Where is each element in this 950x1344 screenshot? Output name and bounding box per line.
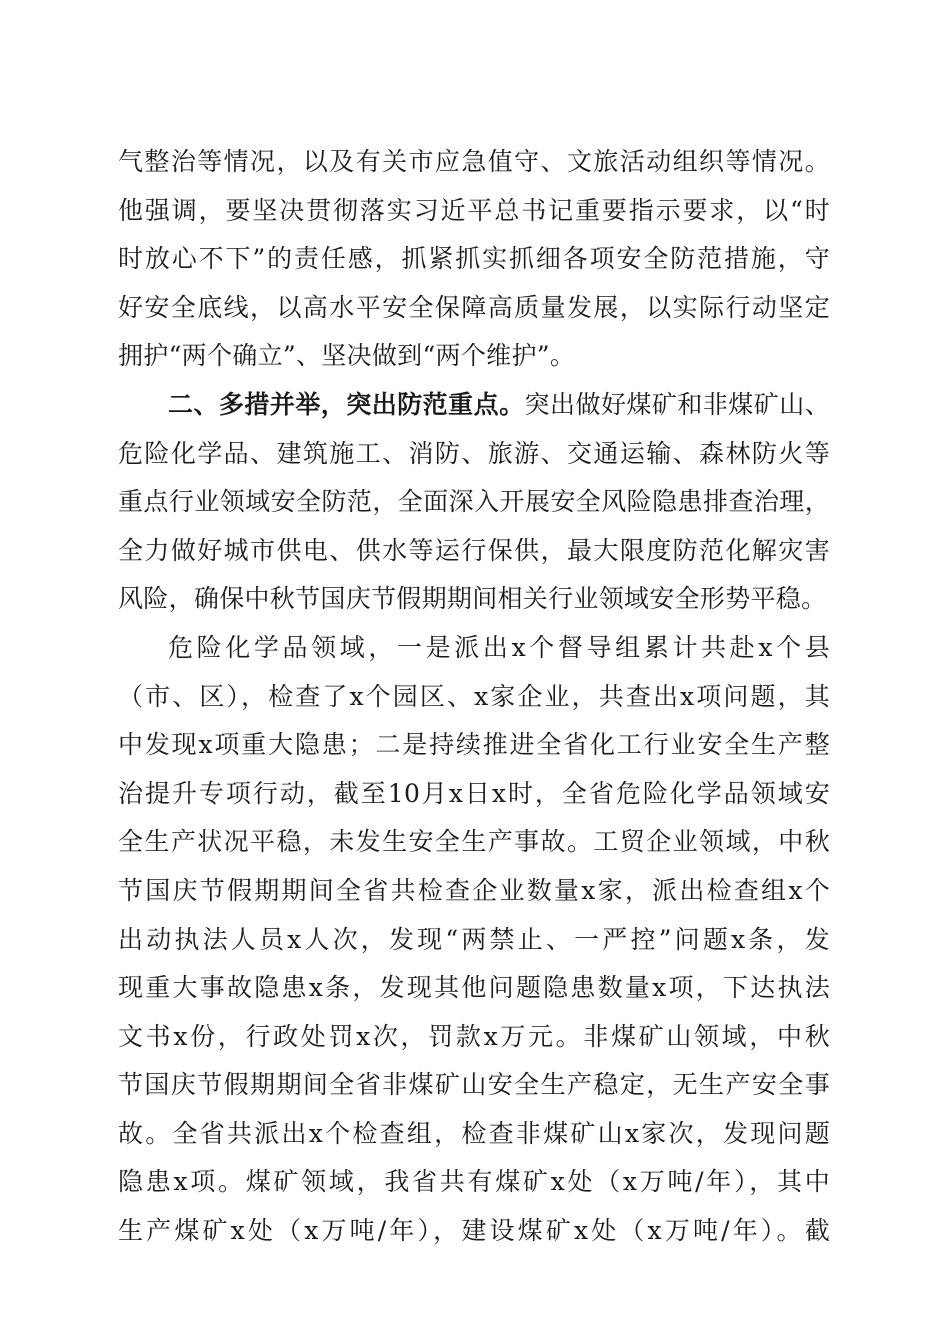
text-line: 好安全底线，以高水平安全保障高质量发展，以实际行动坚定 (118, 292, 830, 322)
text-line: 风险，确保中秋节国庆节假期期间相关行业领域安全形势平稳。 (118, 584, 827, 614)
text-line: 他强调，要坚决贯彻落实习近平总书记重要指示要求，以“时 (118, 195, 830, 225)
text-line: 治提升专项行动，截至10月x日x时，全省危险化学品领域安 (118, 778, 830, 808)
text-line: 文书x份，行政处罚x次，罚款x万元。非煤矿山领域，中秋 (118, 1021, 830, 1051)
text-line: 中发现x项重大隐患；二是持续推进全省化工行业安全生产整 (118, 730, 830, 760)
section-heading: 二、多措并举，突出防范重点。 (168, 389, 525, 419)
text-line: 拥护“两个确立”、坚决做到“两个维护”。 (118, 341, 576, 371)
paragraph-section-two (118, 381, 830, 624)
text-line: 时放心不下”的责任感，抓紧抓实抓细各项安全防范措施，守 (118, 244, 830, 274)
paragraph-meeting-summary (118, 138, 830, 381)
text-line (118, 381, 830, 430)
text-line: 节国庆节假期期间全省非煤矿山安全生产稳定，无生产安全事 (118, 1070, 830, 1100)
text-line: 气整治等情况，以及有关市应急值守、文旅活动组织等情况。 (118, 147, 830, 176)
text-line: 全力做好城市供电、供水等运行保供，最大限度防范化解灾害 (118, 535, 830, 565)
text-line: 危险化学品领域，一是派出x个督导组累计共赴x个县 (168, 632, 830, 662)
text-line: 危险化学品、建筑施工、消防、旅游、交通运输、森林防火等 (118, 438, 830, 468)
document-body (118, 138, 830, 1256)
text-line: 现重大事故隐患x条，发现其他问题隐患数量x项，下达执法 (118, 973, 830, 1003)
text-line: 全生产状况平稳，未发生安全生产事故。工贸企业领域，中秋 (118, 827, 830, 857)
text-line: 重点行业领域安全防范，全面深入开展安全风险隐患排查治理， (118, 487, 830, 517)
text-line: 生产煤矿x处（x万吨/年），建设煤矿x处（x万吨/年）。截 (118, 1216, 830, 1246)
paragraph-sector-details (118, 624, 830, 1256)
text-line: 故。全省共派出x个检查组，检查非煤矿山x家次，发现问题 (118, 1118, 830, 1148)
text-line: （市、区），检查了x个园区、x家企业，共查出x项问题，其 (118, 681, 830, 711)
text-line: 隐患x项。煤矿领域，我省共有煤矿x处（x万吨/年），其中 (118, 1167, 830, 1197)
text-line: 节国庆节假期期间全省共检查企业数量x家，派出检查组x个 (118, 875, 830, 905)
text-line: 出动执法人员x人次，发现“两禁止、一严控”问题x条，发 (118, 924, 830, 954)
heading-line-rest: 突出做好煤矿和非煤矿山、 (524, 389, 830, 419)
